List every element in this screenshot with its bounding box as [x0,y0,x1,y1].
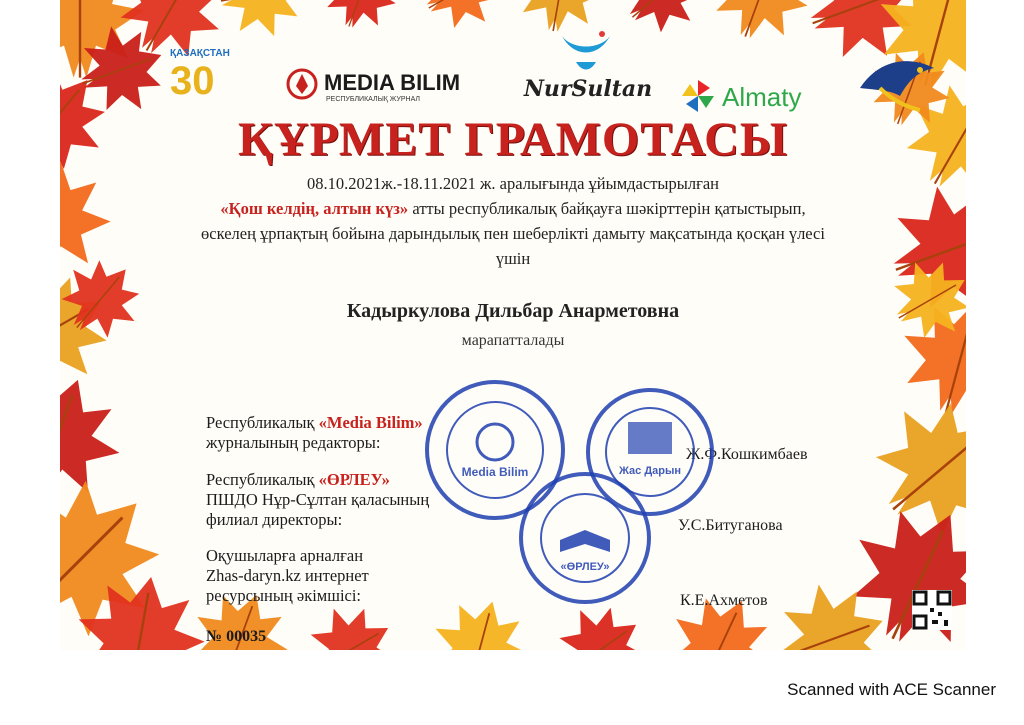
maple-leaf [315,0,406,39]
event-dates-line: 08.10.2021ж.-18.11.2021 ж. аралығында ұйымдастырылған [306,174,719,193]
almaty-logo: Almaty [680,78,840,118]
signer-1: Ж.Ф.Кошкимбаев [686,446,808,463]
eagle-emblem-icon [850,48,940,118]
nur-sultan-logo: NurSultan [508,28,668,108]
qr-code-icon [912,590,952,630]
signature-role-1: Республикалық «Media Bilim» журналының редакторы: [206,413,423,452]
maple-leaf [409,0,515,43]
for-line: үшін [495,249,531,268]
maple-leaf [213,0,311,44]
contest-line: «Қош келдің, алтын күз» атты республикалық байқауға шәкірттерін қатыстырып, [220,199,806,218]
official-stamps [420,370,740,610]
maple-leaf [60,358,138,516]
signer-3: К.Е.Ахметов [680,592,768,609]
certificate-title: ҚҰРМЕТ ГРАМОТАСЫ [238,113,788,166]
certificate [60,0,966,650]
kazakhstan-30-logo: ҚАЗАҚСТАН 30 [170,48,230,103]
contribution-line: өскелең ұрпақтың бойына дарындылық пен шеберлікті дамыту мақсатында қосқан үлесі [201,224,825,243]
contest-name: «Қош келдің, алтын күз» [220,199,409,218]
pen-nib-icon [286,68,318,100]
svg-text:Media Bilim: Media Bilim [461,465,529,479]
bird-emblem-icon [556,28,616,76]
certificate-number: № 00035 [206,628,267,645]
svg-text:Жас Дарын: Жас Дарын [618,465,682,477]
signature-role-3: Оқушыларға арналған Zhas-daryn.kz интернет ресурсының әкімшісі: [206,546,369,605]
svg-text:«ӨРЛЕУ»: «ӨРЛЕУ» [560,561,610,573]
scanner-watermark: Scanned with ACE Scanner [787,680,996,699]
signer-2: У.С.Битуганова [678,517,783,534]
recipient-name: Кадыркулова Дильбар Анарметовна [346,300,680,322]
pinwheel-icon [680,78,716,114]
awarded-label: марапатталады [461,332,565,349]
orleu-stamp [521,474,649,602]
zhas-daryn-stamp [588,390,712,514]
signature-role-2: Республикалық «ӨРЛЕУ» ПШДО Нұр-Сұлтан қаласының филиал директоры: [206,470,430,529]
maple-leaf [700,0,821,53]
media-bilim-stamp [427,382,563,518]
media-bilim-logo: MEDIA BILIM РЕСПУБЛИКАЛЫҚ ЖУРНАЛ [286,68,486,108]
